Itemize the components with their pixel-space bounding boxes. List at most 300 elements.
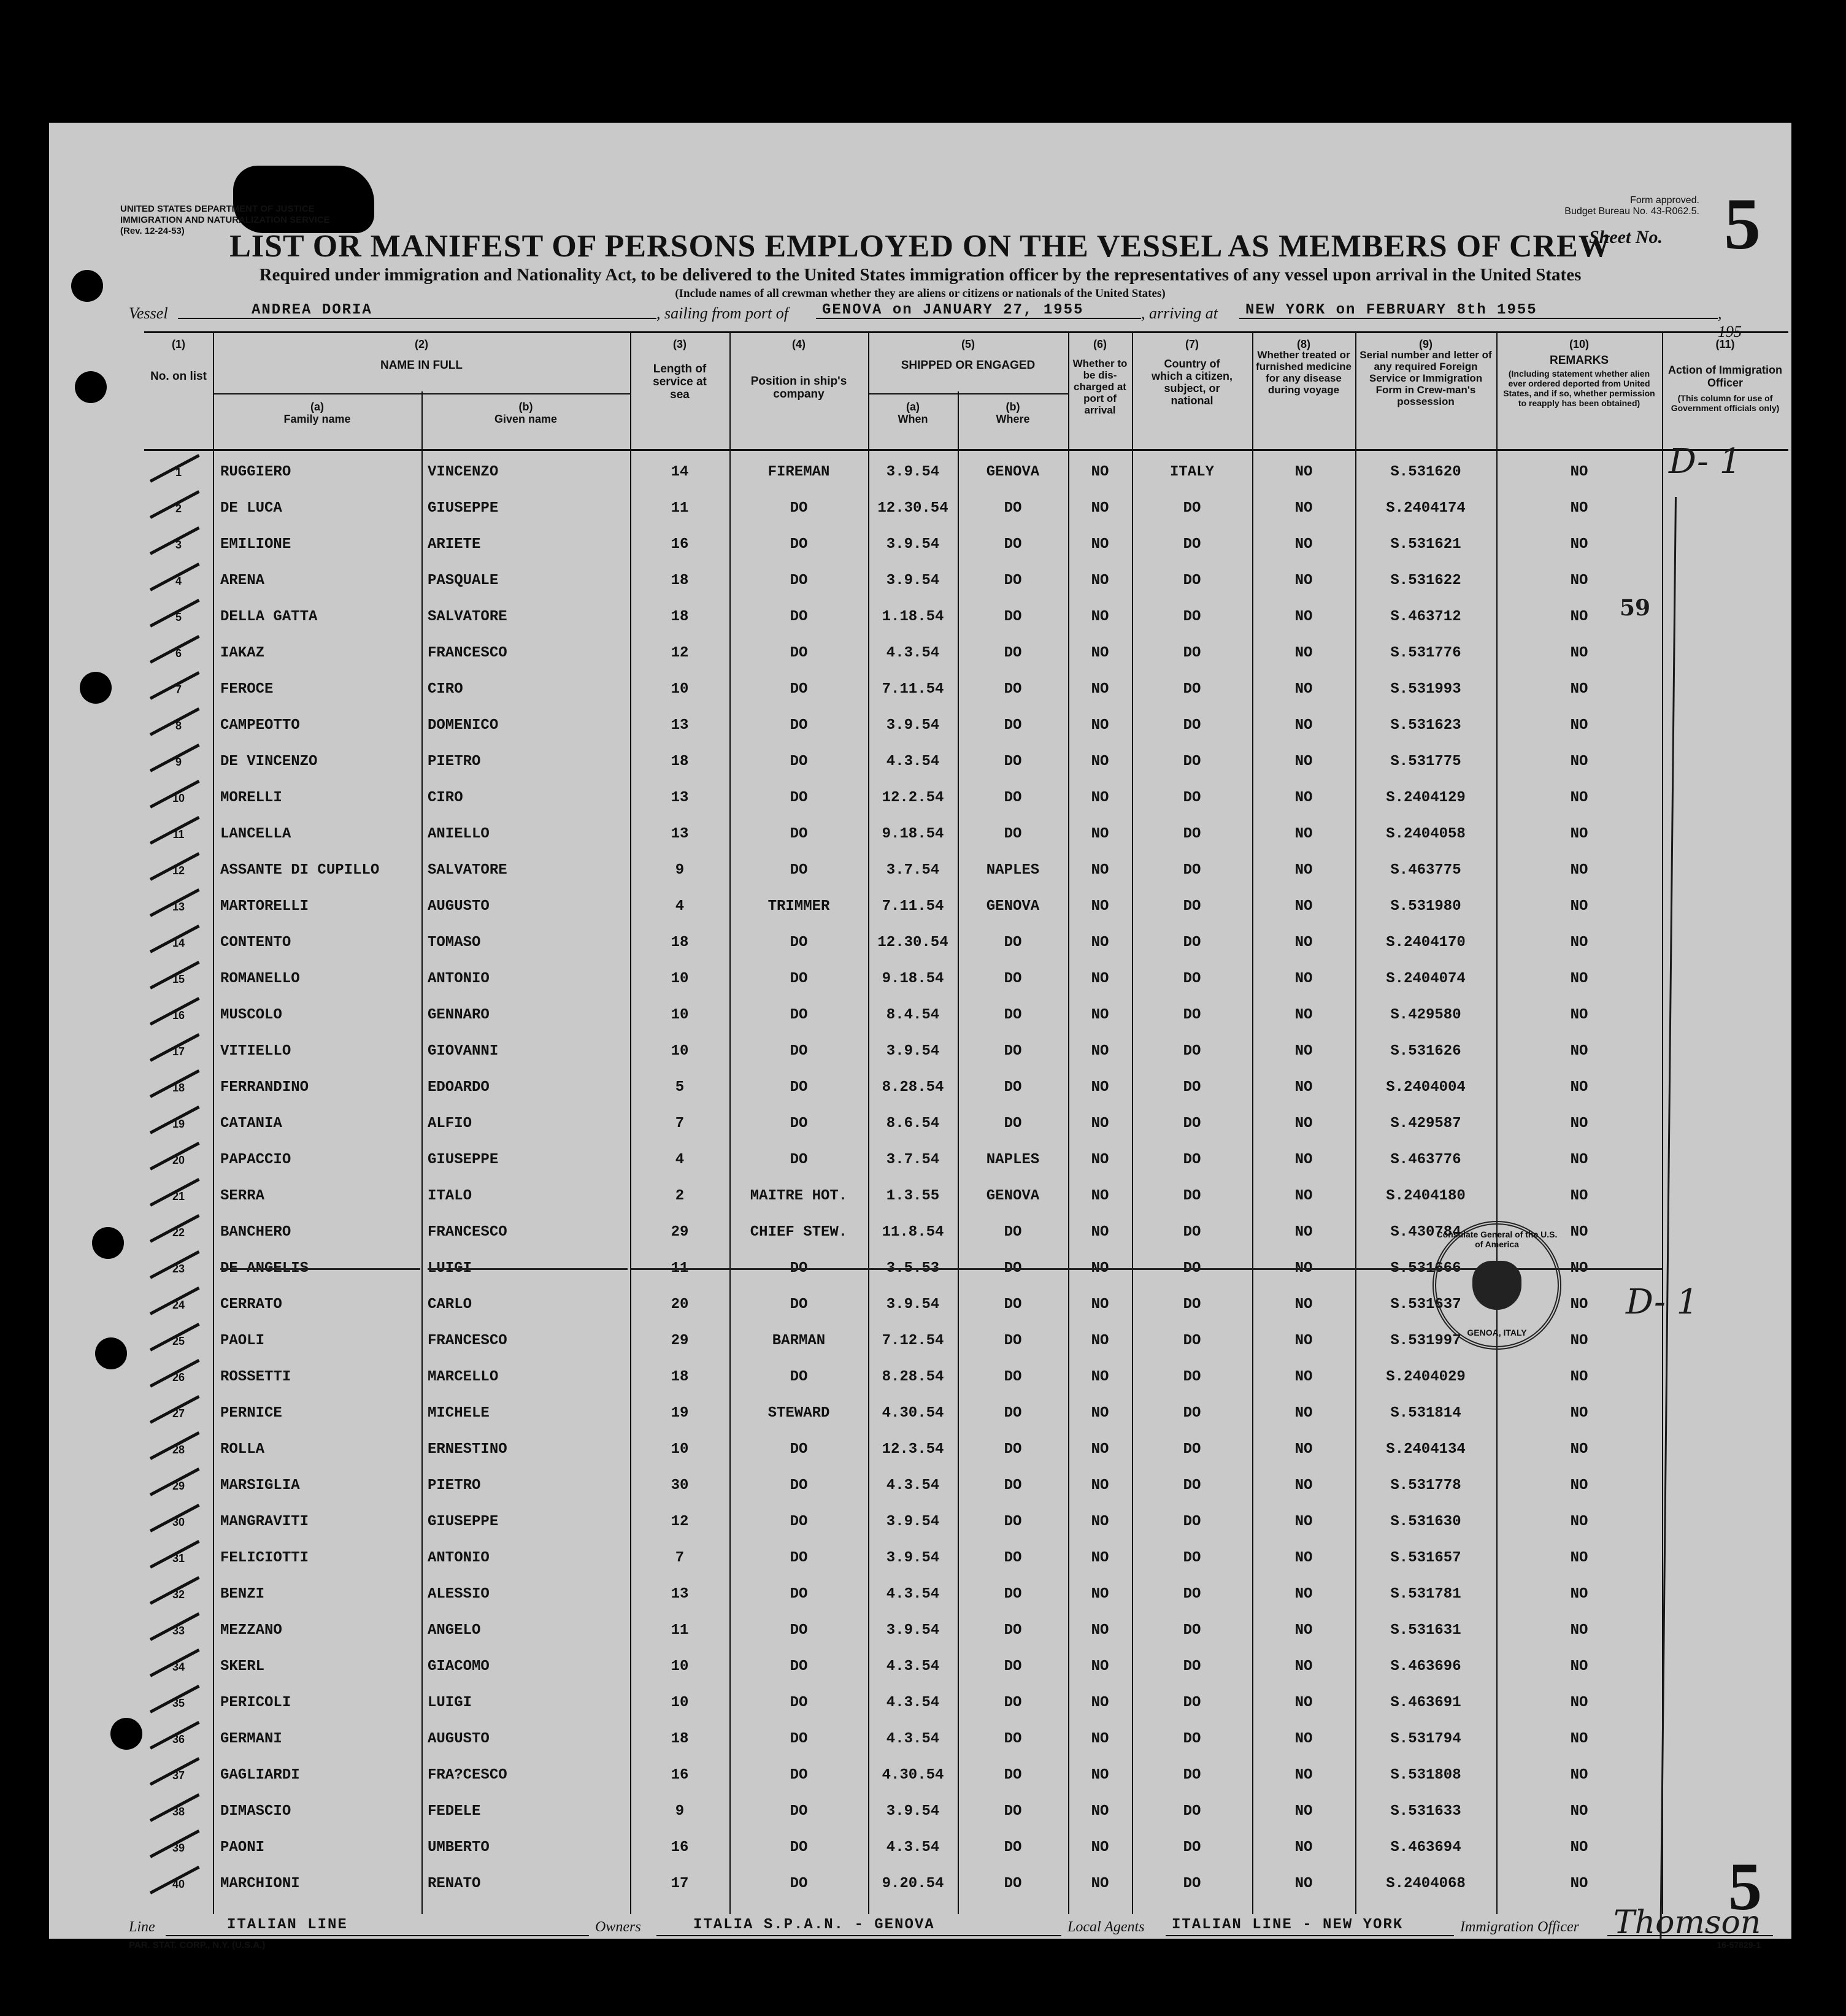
where-cell: DO (1004, 1007, 1022, 1023)
remarks-cell: NO (1570, 1767, 1588, 1783)
serial-cell: S.531808 (1390, 1767, 1461, 1783)
discharged-cell: NO (1091, 1803, 1109, 1820)
when-cell: 4.30.54 (882, 1767, 944, 1783)
col-treated: Whether treated or furnished medicine for any disease during voyage (1256, 349, 1352, 396)
length-cell: 12 (671, 645, 689, 661)
country-cell: DO (1183, 1296, 1201, 1313)
table-row (144, 707, 1788, 744)
position-cell: DO (790, 1043, 808, 1060)
discharged-cell: NO (1091, 1695, 1109, 1711)
vessel-label: Vessel (129, 304, 168, 322)
country-cell: DO (1183, 1079, 1201, 1096)
when-cell: 8.28.54 (882, 1369, 944, 1385)
discharged-cell: NO (1091, 1152, 1109, 1168)
table-row (144, 454, 1788, 490)
col-3-number: (3) (673, 338, 686, 350)
length-cell: 18 (671, 1731, 689, 1747)
given-name-cell: ANIELLO (428, 826, 490, 842)
country-cell: DO (1183, 1695, 1201, 1711)
row-number: 15 (172, 973, 185, 985)
length-cell: 29 (671, 1333, 689, 1349)
table-row (144, 1142, 1788, 1178)
treated-cell: NO (1294, 1695, 1313, 1711)
when-cell: 3.9.54 (886, 1803, 940, 1820)
discharged-cell: NO (1091, 1333, 1109, 1349)
treated-cell: NO (1294, 1658, 1313, 1675)
col-discharged: Whether to be dis-charged at port of arrival (1072, 358, 1128, 416)
remarks-cell: NO (1570, 1043, 1588, 1060)
country-cell: DO (1183, 1658, 1201, 1675)
table-row (144, 1395, 1788, 1431)
remarks-cell: NO (1570, 1369, 1588, 1385)
serial-cell: S.2404134 (1386, 1441, 1466, 1458)
col-shipped: SHIPPED OR ENGAGED (901, 359, 1036, 372)
position-cell: DO (790, 1876, 808, 1892)
where-cell: DO (1004, 1550, 1022, 1566)
discharged-cell: NO (1091, 862, 1109, 879)
family-name-cell: MUSCOLO (220, 1007, 282, 1023)
count-annotation: 59 (1620, 595, 1651, 621)
serial-cell: S.531997 (1390, 1333, 1461, 1349)
table-row (144, 1829, 1788, 1866)
discharged-cell: NO (1091, 1405, 1109, 1422)
publisher: PAR. STAT. CORP., N.Y. (U.S.A.) (129, 1940, 266, 1950)
country-cell: DO (1183, 717, 1201, 734)
serial-cell: S.2404068 (1386, 1876, 1466, 1892)
table-row (144, 1540, 1788, 1576)
where-cell: DO (1004, 572, 1022, 589)
when-cell: 3.7.54 (886, 862, 940, 879)
table-row (144, 1359, 1788, 1395)
given-name-cell: ERNESTINO (428, 1441, 507, 1458)
col-10-number: (10) (1569, 338, 1589, 350)
row-number: 7 (175, 683, 182, 696)
given-name-cell: FRANCESCO (428, 645, 507, 661)
col-4-number: (4) (792, 338, 806, 350)
serial-cell: S.531993 (1390, 681, 1461, 698)
row-number: 36 (172, 1733, 185, 1745)
serial-cell: S.531633 (1390, 1803, 1461, 1820)
length-cell: 2 (675, 1188, 685, 1204)
treated-cell: NO (1294, 1839, 1313, 1856)
family-name-cell: ARENA (220, 572, 265, 589)
serial-cell: S.531657 (1390, 1550, 1461, 1566)
country-cell: DO (1183, 1441, 1201, 1458)
length-cell: 29 (671, 1224, 689, 1241)
family-name-cell: DE VINCENZO (220, 753, 318, 770)
position-cell: DO (790, 1622, 808, 1639)
treated-cell: NO (1294, 1369, 1313, 1385)
row-number: 5 (175, 611, 182, 623)
country-cell: DO (1183, 681, 1201, 698)
remarks-cell: NO (1570, 790, 1588, 806)
serial-cell: S.531631 (1390, 1622, 1461, 1639)
position-cell: DO (790, 753, 808, 770)
given-name-cell: ARIETE (428, 536, 481, 553)
form-approved: Form approved. (1630, 195, 1699, 206)
row-number: 29 (172, 1480, 185, 1492)
length-cell: 10 (671, 1695, 689, 1711)
form-code: 16-57829-1 (1717, 1940, 1761, 1950)
country-cell: DO (1183, 1115, 1201, 1132)
where-cell: DO (1004, 1803, 1022, 1820)
discharged-cell: NO (1091, 1296, 1109, 1313)
serial-cell: S.2404004 (1386, 1079, 1466, 1096)
remarks-cell: NO (1570, 1514, 1588, 1530)
country-cell: DO (1183, 645, 1201, 661)
remarks-cell: NO (1570, 1152, 1588, 1168)
discharged-cell: NO (1091, 1731, 1109, 1747)
table-row (144, 635, 1788, 671)
given-name-cell: FRANCESCO (428, 1224, 507, 1241)
col-family-name: Family name (283, 413, 351, 425)
sheet-label: Sheet No. (1589, 227, 1663, 247)
table-row (144, 852, 1788, 888)
position-cell: DO (790, 1296, 808, 1313)
remarks-cell: NO (1570, 1333, 1588, 1349)
table-row (144, 1576, 1788, 1612)
remarks-cell: NO (1570, 572, 1588, 589)
length-cell: 11 (671, 500, 689, 517)
remarks-cell: NO (1570, 971, 1588, 987)
discharged-cell: NO (1091, 790, 1109, 806)
sailing-value: GENOVA on JANUARY 27, 1955 (822, 302, 1084, 318)
length-cell: 18 (671, 609, 689, 625)
family-name-cell: IAKAZ (220, 645, 265, 661)
serial-cell: S.531622 (1390, 572, 1461, 589)
length-cell: 7 (675, 1550, 685, 1566)
where-cell: DO (1004, 1224, 1022, 1241)
position-cell: DO (790, 826, 808, 842)
when-cell: 8.4.54 (886, 1007, 940, 1023)
where-cell: GENOVA (986, 1188, 1040, 1204)
vessel-line (129, 301, 1742, 340)
given-name-cell: GIUSEPPE (428, 1152, 499, 1168)
table-row (144, 997, 1788, 1033)
where-cell: GENOVA (986, 464, 1040, 480)
family-name-cell: DIMASCIO (220, 1803, 291, 1820)
serial-cell: S.429580 (1390, 1007, 1461, 1023)
position-cell: TRIMMER (767, 898, 830, 915)
table-row (144, 1649, 1788, 1685)
table-row (144, 563, 1788, 599)
length-cell: 11 (630, 1260, 729, 1277)
table-row (144, 1033, 1788, 1069)
family-name-cell: CATANIA (220, 1115, 282, 1132)
where-cell: DO (1004, 609, 1022, 625)
row-number: 34 (172, 1661, 185, 1673)
country-cell: DO (1183, 1550, 1201, 1566)
position-cell: DO (790, 1839, 808, 1856)
remarks-cell: NO (1570, 681, 1588, 698)
serial-cell: S.531620 (1390, 464, 1461, 480)
treated-cell: NO (1294, 1188, 1313, 1204)
serial-cell: S.531621 (1390, 536, 1461, 553)
remarks-cell: NO (1570, 1586, 1588, 1602)
when-cell: 3.9.54 (886, 1550, 940, 1566)
row-number: 35 (172, 1697, 185, 1709)
given-name-cell: RENATO (428, 1876, 481, 1892)
family-name-cell: VITIELLO (220, 1043, 291, 1060)
remarks-cell: NO (1570, 1477, 1588, 1494)
when-cell: 3.7.54 (886, 1152, 940, 1168)
consulate-seal (1433, 1221, 1561, 1350)
row-number: 18 (172, 1082, 185, 1094)
table-row (144, 671, 1788, 707)
table-row (144, 888, 1788, 925)
given-name-cell: FRA?CESCO (428, 1767, 507, 1783)
length-cell: 7 (675, 1115, 685, 1132)
col-11-number: (11) (1715, 338, 1735, 350)
table-row (144, 1069, 1788, 1106)
remarks-cell: NO (1570, 536, 1588, 553)
where-cell: DO (1004, 536, 1022, 553)
given-name-cell: LUIGI (428, 1695, 472, 1711)
serial-cell: S.531778 (1390, 1477, 1461, 1494)
arriving-value: NEW YORK on FEBRUARY 8th 1955 (1245, 302, 1537, 318)
serial-cell: S.463776 (1390, 1152, 1461, 1168)
row-number: 40 (172, 1878, 185, 1890)
treated-cell: NO (1252, 1260, 1355, 1277)
given-name-cell: MICHELE (428, 1405, 490, 1422)
when-cell: 12.30.54 (877, 500, 948, 517)
serial-cell: S.2404129 (1386, 790, 1466, 806)
family-name-cell: DE ANGELIS (220, 1260, 420, 1277)
col-7-number: (7) (1185, 338, 1199, 350)
remarks-cell: NO (1570, 1731, 1588, 1747)
length-cell: 16 (671, 536, 689, 553)
discharged-cell: NO (1091, 1622, 1109, 1639)
remarks-cell: NO (1570, 609, 1588, 625)
serial-cell: S.531794 (1390, 1731, 1461, 1747)
row-number: 32 (172, 1588, 185, 1601)
position-cell: DO (790, 1441, 808, 1458)
col-2-number: (2) (415, 338, 428, 350)
table-row (144, 816, 1788, 852)
given-name-cell: ANTONIO (428, 971, 490, 987)
row-number: 39 (172, 1842, 185, 1854)
treated-cell: NO (1294, 1224, 1313, 1241)
country-cell: DO (1183, 1514, 1201, 1530)
when-cell: 4.3.54 (886, 1695, 940, 1711)
when-cell: 3.9.54 (886, 536, 940, 553)
given-name-cell: MARCELLO (428, 1369, 499, 1385)
given-name-cell: EDOARDO (428, 1079, 490, 1096)
include-note: (Include names of all crewman whether they are aliens or citizens or nationals of the United States) (675, 287, 1166, 300)
row-number: 25 (172, 1335, 185, 1347)
table-header (144, 331, 1788, 451)
serial-cell: S.2404074 (1386, 971, 1466, 987)
length-cell: 13 (671, 1586, 689, 1602)
col-8-number: (8) (1297, 338, 1310, 350)
position-cell: DO (790, 1586, 808, 1602)
family-name-cell: MARTORELLI (220, 898, 309, 915)
discharged-cell: NO (1091, 934, 1109, 951)
line-label: Line (129, 1919, 155, 1935)
position-cell: DO (790, 645, 808, 661)
row-number: 8 (175, 720, 182, 732)
when-cell: 4.3.54 (886, 1839, 940, 1856)
country-cell: DO (1183, 1803, 1201, 1820)
given-name-cell: ANGELO (428, 1622, 481, 1639)
table-row (144, 1721, 1788, 1757)
discharged-cell: NO (1091, 1441, 1109, 1458)
officer-signature: Thomson (1613, 1904, 1761, 1941)
serial-cell: S.531637 (1390, 1296, 1461, 1313)
treated-cell: NO (1294, 681, 1313, 698)
serial-cell: S.2404029 (1386, 1369, 1466, 1385)
serial-cell: S.531630 (1390, 1514, 1461, 1530)
family-name-cell: ASSANTE DI CUPILLO (220, 862, 380, 879)
position-cell: DO (790, 1767, 808, 1783)
country-cell: DO (1183, 1876, 1201, 1892)
country-cell: DO (1183, 1152, 1201, 1168)
length-cell: 10 (671, 1441, 689, 1458)
family-name-cell: ROLLA (220, 1441, 265, 1458)
discharged-cell: NO (1091, 1839, 1109, 1856)
length-cell: 9 (675, 862, 685, 879)
country-cell: DO (1183, 1767, 1201, 1783)
family-name-cell: ROSSETTI (220, 1369, 291, 1385)
discharged-cell: NO (1091, 1586, 1109, 1602)
position-cell: DO (790, 790, 808, 806)
family-name-cell: FELICIOTTI (220, 1550, 309, 1566)
discharged-cell: NO (1091, 753, 1109, 770)
when-cell: 9.20.54 (882, 1876, 944, 1892)
family-name-cell: DE LUCA (220, 500, 282, 517)
country-cell: DO (1183, 934, 1201, 951)
family-name-cell: PERNICE (220, 1405, 282, 1422)
country-cell: DO (1183, 1369, 1201, 1385)
where-cell: DO (1004, 1514, 1022, 1530)
treated-cell: NO (1294, 1622, 1313, 1639)
length-cell: 18 (671, 1369, 689, 1385)
position-cell: DO (790, 500, 808, 517)
length-cell: 20 (671, 1296, 689, 1313)
row-number: 13 (172, 901, 185, 913)
remarks-cell: NO (1570, 934, 1588, 951)
country-cell: DO (1183, 971, 1201, 987)
col-action: Action of Immigration Officer (1668, 364, 1782, 389)
when-cell: 1.3.55 (886, 1188, 940, 1204)
treated-cell: NO (1294, 609, 1313, 625)
when-cell: 8.6.54 (886, 1115, 940, 1132)
family-name-cell: CERRATO (220, 1296, 282, 1313)
serial-cell: S.531623 (1390, 717, 1461, 734)
family-name-cell: GAGLIARDI (220, 1767, 300, 1783)
discharged-cell: NO (1091, 500, 1109, 517)
discharged-cell: NO (1068, 1260, 1132, 1277)
serial-cell: S.2404174 (1386, 500, 1466, 517)
serial-cell: S.2404180 (1386, 1188, 1466, 1204)
row-number: 28 (172, 1444, 185, 1456)
length-cell: 16 (671, 1767, 689, 1783)
family-name-cell: SKERL (220, 1658, 265, 1675)
when-cell: 3.9.54 (886, 1296, 940, 1313)
remarks-cell: NO (1570, 898, 1588, 915)
treated-cell: NO (1294, 1079, 1313, 1096)
treated-cell: NO (1294, 1803, 1313, 1820)
remarks-cell: NO (1570, 1007, 1588, 1023)
position-cell: DO (790, 1658, 808, 1675)
country-cell: DO (1183, 1043, 1201, 1060)
remarks-cell: NO (1570, 1079, 1588, 1096)
discharged-cell: NO (1091, 1369, 1109, 1385)
discharged-cell: NO (1091, 1767, 1109, 1783)
length-cell: 18 (671, 753, 689, 770)
serial-cell: S.531781 (1390, 1586, 1461, 1602)
row-number: 4 (175, 575, 182, 587)
position-cell: DO (790, 1369, 808, 1385)
where-cell: DO (1004, 1622, 1022, 1639)
given-name-cell: CIRO (428, 681, 463, 698)
length-cell: 10 (671, 1043, 689, 1060)
page-number-mark: 5 (1728, 1849, 1762, 1924)
where-cell: DO (1004, 1115, 1022, 1132)
length-cell: 10 (671, 1658, 689, 1675)
year-suffix: , 195 (1718, 304, 1742, 340)
family-name-cell: LANCELLA (220, 826, 291, 842)
position-cell: DO (790, 536, 808, 553)
col-when-a: (a) (906, 401, 920, 413)
given-name-cell: ITALO (428, 1188, 472, 1204)
country-cell: DO (1183, 609, 1201, 625)
family-name-cell: RUGGIERO (220, 464, 291, 480)
when-cell: 3.9.54 (886, 1514, 940, 1530)
line-value: ITALIAN LINE (227, 1917, 348, 1933)
form-approval (1564, 195, 1699, 217)
country-cell: DO (1183, 790, 1201, 806)
treated-cell: NO (1294, 1767, 1313, 1783)
position-cell: DO (790, 681, 808, 698)
when-cell: 12.30.54 (877, 934, 948, 951)
when-cell: 4.3.54 (886, 1586, 940, 1602)
table-row (144, 1793, 1788, 1829)
action-d1-top: D- 1 (1669, 442, 1742, 482)
remarks-cell: NO (1570, 1441, 1588, 1458)
remarks-cell: NO (1570, 826, 1588, 842)
length-cell: 13 (671, 790, 689, 806)
length-cell: 13 (671, 717, 689, 734)
position-cell: DO (790, 1803, 808, 1820)
dept-line-1: UNITED STATES DEPARTMENT OF JUSTICE (120, 204, 315, 214)
remarks-cell: NO (1570, 1839, 1588, 1856)
country-cell: DO (1183, 1405, 1201, 1422)
discharged-cell: NO (1091, 826, 1109, 842)
position-cell: DO (790, 1731, 808, 1747)
position-cell: DO (790, 1007, 808, 1023)
family-name-cell: FEROCE (220, 681, 274, 698)
country-cell: DO (1183, 1731, 1201, 1747)
country-cell: DO (1183, 572, 1201, 589)
where-cell: DO (1004, 681, 1022, 698)
when-cell: 4.30.54 (882, 1405, 944, 1422)
remarks-cell: NO (1570, 753, 1588, 770)
family-name-cell: PAOLI (220, 1333, 265, 1349)
length-cell: 12 (671, 1514, 689, 1530)
country-cell: ITALY (1169, 464, 1214, 480)
given-name-cell: GIACOMO (428, 1658, 490, 1675)
col-remarks: REMARKS (1549, 354, 1609, 367)
position-cell: DO (790, 1152, 808, 1168)
col-given-name: Given name (494, 413, 558, 425)
when-cell: 7.11.54 (882, 898, 944, 915)
table-row (144, 780, 1788, 816)
length-cell: 5 (675, 1079, 685, 1096)
row-number: 21 (172, 1190, 185, 1202)
treated-cell: NO (1294, 1731, 1313, 1747)
remarks-cell: NO (1570, 1550, 1588, 1566)
